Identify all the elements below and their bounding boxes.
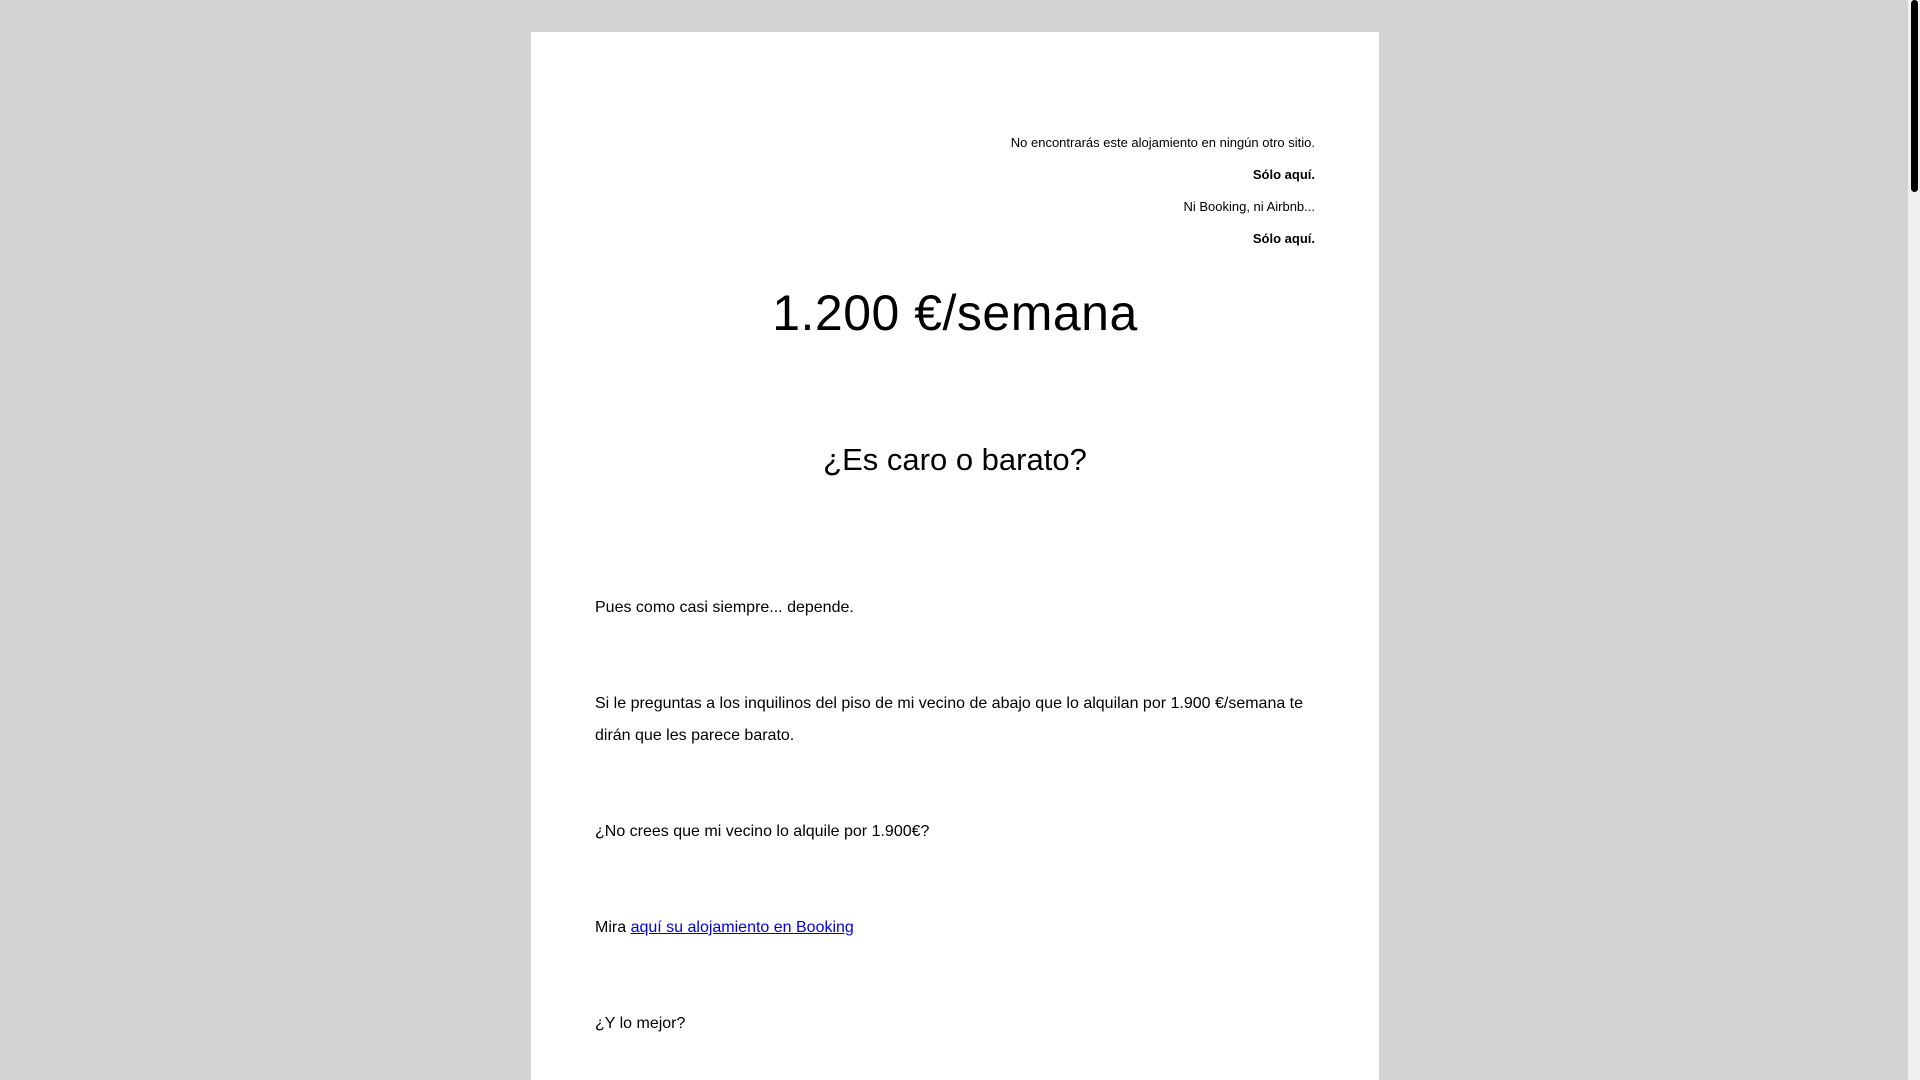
paragraph-neighbor-price: Si le preguntas a los inquilinos del piso de mi vecino de abajo que lo alquilan por 1.900 €/semana te dirán que les parece barato. (595, 695, 1304, 744)
header-note-only-here: Sólo aquí. (1252, 167, 1315, 182)
paragraph-look-here (595, 912, 1315, 944)
look-here-prefix: Mira (595, 919, 631, 936)
scrollbar-thumb[interactable] (1911, 0, 1918, 192)
paragraph-and-best: ¿Y lo mejor? (595, 1015, 686, 1032)
paragraph-dont-believe: ¿No crees que mi vecino lo alquile por 1.900€? (595, 823, 930, 840)
header-note-no-booking: Ni Booking, ni Airbnb... (1183, 199, 1315, 214)
question-heading: ¿Es caro o barato? (823, 442, 1087, 477)
content-page (531, 32, 1379, 1080)
booking-link[interactable]: aquí su alojamiento en Booking (630, 919, 854, 936)
header-note-exclusive: No encontrarás este alojamiento en ningún otro sitio. (1010, 135, 1315, 150)
vertical-scrollbar[interactable] (1908, 0, 1920, 1080)
header-note-only-here-2: Sólo aquí. (1252, 231, 1315, 246)
paragraph-depends: Pues como casi siempre... depende. (595, 599, 854, 616)
price-heading: 1.200 €/semana (772, 285, 1138, 341)
